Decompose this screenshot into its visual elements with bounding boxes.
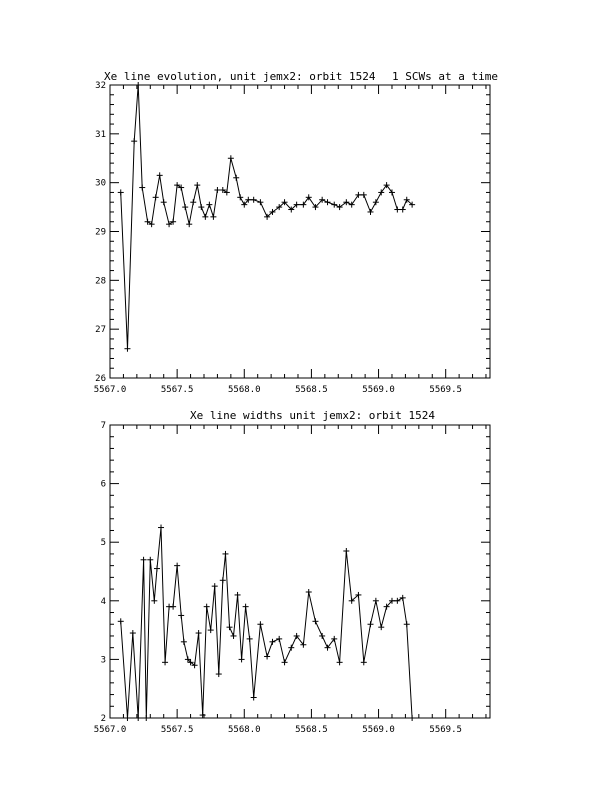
data-point — [208, 627, 214, 633]
data-point — [228, 155, 234, 161]
data-point — [394, 598, 400, 604]
chart1-title: Xe line evolution, unit jemx2: orbit 1524 — [104, 70, 376, 83]
data-point — [157, 172, 163, 178]
data-point — [147, 557, 153, 563]
data-point — [282, 659, 288, 665]
data-point — [151, 598, 157, 604]
data-point — [233, 175, 239, 181]
data-point — [349, 202, 355, 208]
data-point — [178, 612, 184, 618]
y-tick-label: 30 — [95, 178, 106, 189]
x-tick-label: 5568.0 — [228, 725, 261, 735]
data-point — [288, 645, 294, 651]
data-point — [202, 214, 208, 220]
data-point — [312, 618, 318, 624]
data-point — [118, 189, 124, 195]
data-point — [198, 204, 204, 210]
y-tick-label: 2 — [100, 714, 106, 724]
chart2-plot — [94, 421, 490, 735]
data-point — [141, 557, 147, 563]
data-point — [161, 199, 167, 205]
data-point — [355, 192, 361, 198]
data-point — [367, 209, 373, 215]
chart2-title: Xe line widths unit jemx2: orbit 1524 — [190, 409, 436, 422]
data-point — [378, 624, 384, 630]
data-point — [251, 694, 257, 700]
data-point — [276, 636, 282, 642]
data-point — [361, 659, 367, 665]
y-tick-label: 3 — [100, 655, 106, 666]
data-point — [243, 604, 249, 610]
data-point — [257, 621, 263, 627]
y-tick-label: 26 — [95, 374, 106, 384]
x-tick-label: 5568.5 — [295, 385, 328, 395]
data-point — [153, 194, 159, 200]
x-tick-label: 5568.0 — [228, 385, 261, 395]
data-point — [130, 630, 136, 636]
data-point — [170, 604, 176, 610]
x-tick-label: 5569.0 — [362, 385, 395, 395]
data-point — [231, 633, 237, 639]
y-tick-label: 4 — [100, 596, 106, 607]
data-point — [174, 563, 180, 569]
x-tick-label: 5567.0 — [93, 725, 127, 735]
y-tick-label: 28 — [95, 276, 106, 287]
data-point — [325, 199, 331, 205]
data-point — [194, 182, 200, 188]
data-point — [367, 621, 373, 627]
data-point — [124, 715, 130, 721]
chart1-plot — [94, 81, 490, 395]
y-tick-label: 5 — [100, 538, 106, 549]
data-point — [190, 199, 196, 205]
data-point — [216, 671, 222, 677]
data-point — [162, 659, 168, 665]
data-point — [210, 214, 216, 220]
data-point — [400, 595, 406, 601]
y-tick-label: 6 — [100, 479, 106, 490]
y-tick-label: 7 — [100, 421, 106, 431]
x-tick-label: 5567.5 — [160, 385, 194, 395]
data-point — [237, 194, 243, 200]
x-tick-label: 5569.0 — [362, 725, 395, 735]
data-point — [131, 138, 137, 144]
data-point — [306, 589, 312, 595]
x-tick-label: 5569.5 — [429, 725, 462, 735]
data-point — [239, 656, 245, 662]
x-tick-label: 5567.5 — [160, 725, 194, 735]
data-point — [154, 566, 160, 572]
data-point — [227, 624, 233, 630]
data-point — [400, 207, 406, 213]
x-tick-label: 5569.5 — [429, 385, 462, 395]
data-point — [235, 592, 241, 598]
data-point — [394, 207, 400, 213]
x-tick-label: 5568.5 — [295, 725, 328, 735]
data-point — [337, 659, 343, 665]
data-point — [135, 715, 141, 721]
data-point — [269, 639, 275, 645]
data-point — [158, 525, 164, 531]
y-tick-label: 32 — [95, 81, 106, 91]
data-point — [196, 630, 202, 636]
data-point — [222, 551, 228, 557]
data-point — [139, 185, 145, 191]
data-point — [204, 604, 210, 610]
data-point — [200, 712, 206, 718]
plot-frame — [110, 425, 490, 718]
data-point — [118, 618, 124, 624]
data-point — [206, 202, 212, 208]
data-point — [373, 199, 379, 205]
plot-frame — [110, 85, 490, 378]
y-tick-label: 31 — [95, 129, 106, 140]
data-point — [214, 187, 220, 193]
data-point — [373, 598, 379, 604]
data-point — [251, 197, 257, 203]
data-point — [343, 548, 349, 554]
chart1-annotation: 1 SCWs at a time — [392, 70, 498, 83]
data-point — [124, 346, 130, 352]
data-point — [409, 715, 415, 721]
data-point — [264, 653, 270, 659]
data-point — [220, 577, 226, 583]
data-point — [212, 583, 218, 589]
data-point — [331, 202, 337, 208]
data-point — [181, 639, 187, 645]
data-point — [257, 199, 263, 205]
data-point — [319, 633, 325, 639]
data-point — [182, 204, 188, 210]
data-point — [404, 621, 410, 627]
data-point — [186, 221, 192, 227]
series-line — [121, 528, 412, 719]
y-tick-label: 29 — [95, 227, 106, 238]
data-point — [361, 192, 367, 198]
data-point — [247, 636, 253, 642]
x-tick-label: 5567.0 — [93, 385, 127, 395]
y-tick-label: 27 — [95, 325, 106, 336]
data-point — [143, 715, 149, 721]
